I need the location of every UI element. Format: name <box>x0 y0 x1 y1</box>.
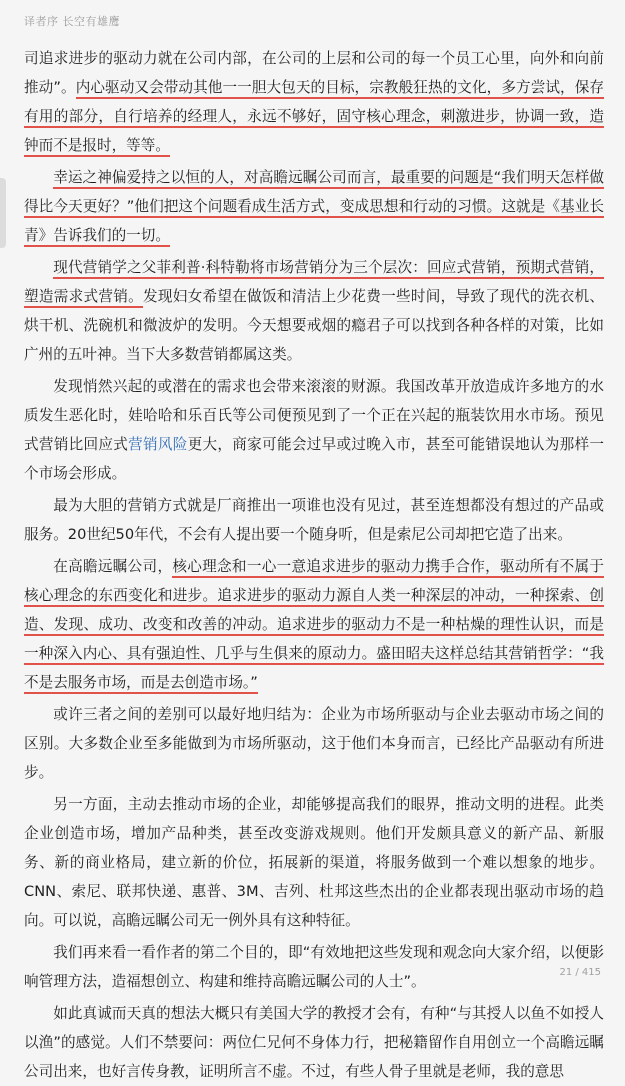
paragraph-p2 <box>24 163 604 250</box>
paragraph-p3 <box>24 253 604 369</box>
highlighted-text: 幸运之神偏爱持之以恒的人，对高瞻远瞩公司而言，最重要的问题是“我们明天怎样做得比今天更好？”他们把这个问题看成生活方式，变成思想和行动的习惯。这就是《基业长青》告诉我们的一切。 <box>24 169 604 247</box>
page-indicator: 21 / 415 <box>559 967 601 978</box>
paragraph-p8 <box>24 790 604 935</box>
highlighted-text: 现代营销学之父菲利普·科特勒将市场营销分为三个层次：回应式营销，预期式营销，塑造需求式营销。 <box>24 259 604 308</box>
paragraph-p7 <box>24 700 604 787</box>
inline-link[interactable]: 营销风险 <box>128 436 188 453</box>
text-segment: 发现悄然兴起的或潜在的需求也会带来滚滚的财源。我国改革开放造成许多地方的水质发生恶化时，娃哈哈和乐百氏等公司便预见到了一个正在兴起的瓶装饮用水市场。预见式营销比回应式 <box>24 378 604 453</box>
text-segment: 在高瞻远瞩公司， <box>53 558 173 575</box>
text-segment: 司追求进步的驱动力就在公司内部，在公司的上层和公司的每一个员工心里，向外和向前推动”。 <box>24 50 604 96</box>
highlighted-text: 核心理念和一心一意追求进步的驱动力携手合作，驱动所有不属于核心理念的东西变化和进步。追求进步的驱动力源自人类一种深层的冲动，一种探索、创造、发现、成功、改变和改善的冲动。追求进步的驱动力不是一种枯燥的理性认识，而是一种深入内心、具有强迫性、几乎与生俱来的原动力。盛田昭夫这样总结其营销哲学：“我不是去服务市场，而是去创造市场。” <box>24 558 604 694</box>
text-segment: 更大，商家可能会过早或过晚入市，甚至可能错误地认为那样一个市场会形成。 <box>24 436 604 482</box>
text-segment: 另一方面，主动去推动市场的企业，却能够提高我们的眼界，推动文明的进程。此类企业创造市场，增加产品种类，甚至改变游戏规则。他们开发颇具意义的新产品、新服务、新的商业格局，建立新的价位，拓展新的渠道，将服务做到一个难以想象的地步。CNN、索尼、联邦快递、惠普、3M、吉列、杜邦这些杰出的企业都表现出驱动市场的趋向。可以说，高瞻远瞩公司无一例外具有这种特征。 <box>24 796 604 929</box>
chapter-title: 译者序 长空有雄鹰 <box>24 15 120 28</box>
text-segment: 最为大胆的营销方式就是厂商推出一项谁也没有见过，甚至连想都没有想过的产品或服务。20世纪50年代，不会有人提出要一个随身听，但是索尼公司却把它造了出来。 <box>24 497 604 543</box>
text-segment: 或许三者之间的差别可以最好地归结为：企业为市场所驱动与企业去驱动市场之间的区别。大多数企业至多能做到为市场所驱动，这于他们本身而言，已经比产品驱动有所进步。 <box>24 706 604 781</box>
paragraph-p6 <box>24 552 604 697</box>
text-segment: 我们再来看一看作者的第二个目的，即“有效地把这些发现和观念向大家介绍，以便影响管理方法，造福想创立、构建和维持高瞻远瞩公司的人士”。 <box>24 944 604 990</box>
side-panel-handle[interactable] <box>0 178 6 248</box>
paragraph-p1 <box>24 44 604 160</box>
text-segment: 如此真诚而天真的想法大概只有美国大学的教授才会有，有种“与其授人以鱼不如授人以渔”的感觉。人们不禁要问：两位仁兄何不身体力行，把秘籍留作自用创立一个高瞻远瞩公司出来，也好言传身教，证明所言不虚。不过，有些人骨子里就是老师，我的意思 <box>24 1005 604 1080</box>
paragraph-p5 <box>24 491 604 549</box>
reader-top-bar <box>0 0 625 40</box>
page-content <box>24 44 604 1086</box>
highlighted-text: 内心驱动又会带动其他一一胆大包天的目标，宗教般狂热的文化，多方尝试，保存有用的部分，自行培养的经理人，永远不够好，固守核心理念，刺激进步，协调一致，造钟而不是报时，等等。 <box>24 79 604 157</box>
text-segment: 发现妇女希望在做饭和清洁上少花费一些时间，导致了现代的洗衣机、烘干机、洗碗机和微波炉的发明。今天想要戒烟的瘾君子可以找到各种各样的对策，比如广州的五叶神。当下大多数营销都属这类。 <box>24 288 604 363</box>
paragraph-p4 <box>24 372 604 488</box>
paragraph-p9 <box>24 938 604 996</box>
paragraph-p10 <box>24 999 604 1086</box>
